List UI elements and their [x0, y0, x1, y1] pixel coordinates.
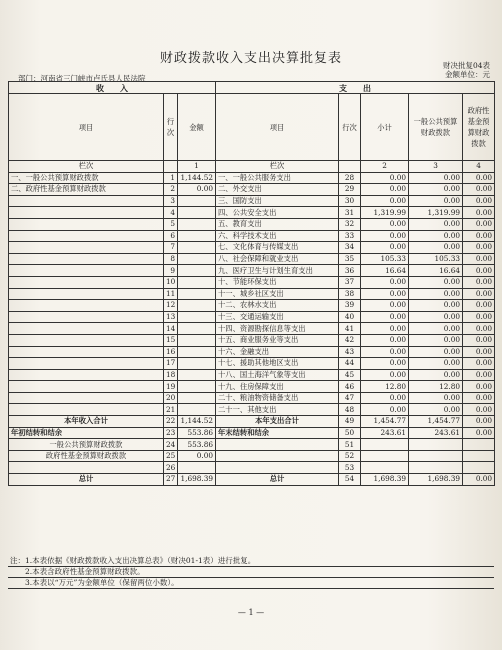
- fund-budget-cell: 0.00: [463, 242, 495, 254]
- table-row: [9, 334, 495, 346]
- expense-item-cell: 二十一、其他支出: [216, 404, 339, 416]
- total-row: [9, 427, 495, 439]
- income-row-no-cell: 3: [164, 195, 178, 207]
- general-budget-cell: 0.00: [409, 300, 463, 312]
- column-index-2: 2: [361, 161, 409, 173]
- general-budget-cell: 0.00: [409, 242, 463, 254]
- income-item-cell: [9, 218, 164, 230]
- income-row-no-cell: 19: [164, 381, 178, 393]
- expense-item-cell: [216, 450, 339, 462]
- expense-item-cell: 十八、国土海洋气象等支出: [216, 369, 339, 381]
- subtotal-cell: 0.00: [361, 334, 409, 346]
- expense-item-cell: 十六、金融支出: [216, 346, 339, 358]
- expense-row-no-cell: 41: [339, 323, 361, 335]
- income-item-cell: [9, 265, 164, 277]
- subtotal-cell: 0.00: [361, 276, 409, 288]
- expense-row-no-cell: 35: [339, 253, 361, 265]
- expense-row-no-cell: 36: [339, 265, 361, 277]
- income-amount-cell: [178, 323, 216, 335]
- subtotal-cell: 0.00: [361, 323, 409, 335]
- income-row-no-cell: 8: [164, 253, 178, 265]
- general-budget-cell: 0.00: [409, 404, 463, 416]
- income-row-no-cell: 15: [164, 334, 178, 346]
- general-budget-cell: 16.64: [409, 265, 463, 277]
- expense-item-cell: 十三、交通运输支出: [216, 311, 339, 323]
- table-row: [9, 288, 495, 300]
- expense-row-no-cell: 50: [339, 427, 361, 439]
- general-budget-cell: 0.00: [409, 218, 463, 230]
- general-budget-cell: 0.00: [409, 288, 463, 300]
- table-row: [9, 311, 495, 323]
- table-row: [9, 276, 495, 288]
- table-row: [9, 195, 495, 207]
- income-header: 收 入: [9, 82, 216, 94]
- fund-budget-cell: 0.00: [463, 427, 495, 439]
- expense-item-cell: 十四、资源勘探信息等支出: [216, 323, 339, 335]
- expense-row-no-cell: 28: [339, 172, 361, 184]
- subtotal-cell: 0.00: [361, 358, 409, 370]
- fund-budget-cell: 0.00: [463, 358, 495, 370]
- income-item-cell: [9, 346, 164, 358]
- income-item-header: 项目: [9, 94, 164, 161]
- budget-table: [8, 81, 495, 486]
- note-line: 注：1.本表依据《财政拨款收入支出决算总表》（财决01-1表）进行批复。: [8, 556, 494, 567]
- subtotal-cell: 0.00: [361, 218, 409, 230]
- subtotal-cell: 1,454.77: [361, 416, 409, 428]
- income-row-no-cell: 10: [164, 276, 178, 288]
- income-amount-cell: [178, 404, 216, 416]
- fund-budget-cell: 0.00: [463, 265, 495, 277]
- fund-budget-cell: 0.00: [463, 288, 495, 300]
- income-amount-cell: 553.86: [178, 439, 216, 451]
- table-row: [9, 172, 495, 184]
- table-row: [9, 323, 495, 335]
- income-row-no-cell: 20: [164, 392, 178, 404]
- income-row-no-cell: 24: [164, 439, 178, 451]
- income-item-cell: 政府性基金预算财政拨款: [9, 450, 164, 462]
- total-row: [9, 416, 495, 428]
- income-amount-cell: [178, 346, 216, 358]
- income-amount-cell: [178, 265, 216, 277]
- fund-budget-cell: 0.00: [463, 381, 495, 393]
- general-budget-cell: 0.00: [409, 276, 463, 288]
- general-budget-cell: [409, 450, 463, 462]
- fund-budget-cell: 0.00: [463, 346, 495, 358]
- table-row: [9, 392, 495, 404]
- fund-budget-cell: 0.00: [463, 369, 495, 381]
- expense-item-cell: 十、节能环保支出: [216, 276, 339, 288]
- income-amount-cell: [178, 253, 216, 265]
- income-row-no-cell: 27: [164, 474, 178, 486]
- income-amount-cell: 0.00: [178, 184, 216, 196]
- income-row-no-cell: 23: [164, 427, 178, 439]
- fund-budget-cell: 0.00: [463, 392, 495, 404]
- fund-budget-cell: 0.00: [463, 323, 495, 335]
- expense-row-no-cell: 40: [339, 311, 361, 323]
- general-budget-cell: 0.00: [409, 346, 463, 358]
- notes-section: [8, 556, 494, 589]
- fund-budget-cell: 0.00: [463, 334, 495, 346]
- income-row-no-cell: 2: [164, 184, 178, 196]
- income-row-no-cell: 21: [164, 404, 178, 416]
- subtotal-cell: 0.00: [361, 300, 409, 312]
- income-row-no-cell: 6: [164, 230, 178, 242]
- income-item-cell: 一般公共预算财政拨款: [9, 439, 164, 451]
- income-amount-cell: [178, 288, 216, 300]
- expense-item-cell: 七、文化体育与传媒支出: [216, 242, 339, 254]
- expense-item-cell: 总计: [216, 474, 339, 486]
- subtotal-cell: 105.33: [361, 253, 409, 265]
- expense-row-no-cell: 47: [339, 392, 361, 404]
- subtotal-cell: 0.00: [361, 346, 409, 358]
- income-row-no-cell: 4: [164, 207, 178, 219]
- expense-item-cell: 十一、城乡社区支出: [216, 288, 339, 300]
- general-budget-cell: 0.00: [409, 323, 463, 335]
- expense-row-no-cell: 32: [339, 218, 361, 230]
- income-row-no-cell: 12: [164, 300, 178, 312]
- expense-row-no-cell: 43: [339, 346, 361, 358]
- subtotal-cell: 0.00: [361, 392, 409, 404]
- table-row: [9, 404, 495, 416]
- income-item-cell: [9, 392, 164, 404]
- subtotal-cell: [361, 439, 409, 451]
- general-budget-cell: 1,454.77: [409, 416, 463, 428]
- expense-item-cell: 六、科学技术支出: [216, 230, 339, 242]
- income-amount-cell: [178, 311, 216, 323]
- expense-row-no-cell: 39: [339, 300, 361, 312]
- income-item-cell: [9, 323, 164, 335]
- expense-row-no-cell: 54: [339, 474, 361, 486]
- table-row: [9, 184, 495, 196]
- expense-header: 支 出: [216, 82, 495, 94]
- general-budget-cell: 1,319.99: [409, 207, 463, 219]
- income-item-cell: [9, 369, 164, 381]
- income-amount-cell: [178, 381, 216, 393]
- expense-row-no-cell: 34: [339, 242, 361, 254]
- general-budget-header: 一般公共预算财政拨款: [409, 94, 463, 161]
- income-item-cell: [9, 253, 164, 265]
- expense-row-no-cell: 51: [339, 439, 361, 451]
- income-row-no-cell: 18: [164, 369, 178, 381]
- expense-row-no-cell: 52: [339, 450, 361, 462]
- expense-row-no-cell: 44: [339, 358, 361, 370]
- total-row: [9, 450, 495, 462]
- income-item-cell: [9, 311, 164, 323]
- expense-item-header: 项目: [216, 94, 339, 161]
- expense-row-no-cell: 45: [339, 369, 361, 381]
- column-index-label-2: 栏次: [216, 161, 339, 173]
- column-index-1: 1: [178, 161, 216, 173]
- fund-budget-cell: 0.00: [463, 404, 495, 416]
- income-amount-cell: [178, 195, 216, 207]
- income-item-cell: [9, 358, 164, 370]
- note-line: 2.本表含政府性基金预算财政拨款。: [8, 567, 494, 578]
- income-amount-cell: [178, 276, 216, 288]
- income-item-cell: [9, 288, 164, 300]
- expense-row-no-cell: 49: [339, 416, 361, 428]
- general-budget-cell: [409, 439, 463, 451]
- general-budget-cell: 243.61: [409, 427, 463, 439]
- income-item-cell: 年初结转和结余: [9, 427, 164, 439]
- fund-budget-header: 政府性基金预算财政拨款: [463, 94, 495, 161]
- expense-row-no-cell: 53: [339, 462, 361, 474]
- fund-budget-cell: 0.00: [463, 276, 495, 288]
- general-budget-cell: 0.00: [409, 392, 463, 404]
- fund-budget-cell: 0.00: [463, 230, 495, 242]
- income-amount-cell: [178, 392, 216, 404]
- expense-row-no-cell: 48: [339, 404, 361, 416]
- income-amount-cell: [178, 242, 216, 254]
- document-title: 财政拨款收入支出决算批复表: [159, 51, 342, 66]
- subtotal-cell: 0.00: [361, 369, 409, 381]
- expense-row-no-cell: 30: [339, 195, 361, 207]
- income-item-cell: [9, 462, 164, 474]
- expense-row-no-cell: 38: [339, 288, 361, 300]
- expense-row-no-cell: 42: [339, 334, 361, 346]
- fund-budget-cell: 0.00: [463, 300, 495, 312]
- income-row-no-cell: 9: [164, 265, 178, 277]
- expense-item-cell: [216, 462, 339, 474]
- fund-budget-cell: 0.00: [463, 218, 495, 230]
- income-amount-cell: [178, 300, 216, 312]
- expense-row-no-cell: 37: [339, 276, 361, 288]
- expense-row-no-cell: 46: [339, 381, 361, 393]
- expense-item-cell: 十二、农林水支出: [216, 300, 339, 312]
- general-budget-cell: 0.00: [409, 369, 463, 381]
- form-number: 财决批复04表: [442, 61, 490, 70]
- general-budget-cell: 0.00: [409, 334, 463, 346]
- total-row: [9, 439, 495, 451]
- column-index-label: 栏次: [9, 161, 164, 173]
- income-item-cell: [9, 404, 164, 416]
- expense-item-cell: 四、公共安全支出: [216, 207, 339, 219]
- department-label: 部门：河南省三门峡市卢氏县人民法院: [18, 74, 146, 83]
- income-row-no-cell: 14: [164, 323, 178, 335]
- income-row-no-cell: 22: [164, 416, 178, 428]
- income-amount-cell: [178, 230, 216, 242]
- subtotal-cell: 12.80: [361, 381, 409, 393]
- expense-row-no-cell: 29: [339, 184, 361, 196]
- subtotal-cell: 1,698.39: [361, 474, 409, 486]
- expense-item-cell: 八、社会保障和就业支出: [216, 253, 339, 265]
- income-item-cell: 二、政府性基金预算财政拨款: [9, 184, 164, 196]
- expense-row-no-cell: 31: [339, 207, 361, 219]
- fund-budget-cell: 0.00: [463, 253, 495, 265]
- subtotal-cell: 0.00: [361, 195, 409, 207]
- expense-item-cell: 一、一般公共服务支出: [216, 172, 339, 184]
- page-number: — 1 —: [237, 608, 265, 617]
- general-budget-cell: 1,698.39: [409, 474, 463, 486]
- income-item-cell: [9, 195, 164, 207]
- income-item-cell: [9, 381, 164, 393]
- income-row-no-header: 行次: [164, 94, 178, 161]
- table-row: [9, 358, 495, 370]
- subtotal-cell: 0.00: [361, 288, 409, 300]
- table-row: [9, 242, 495, 254]
- column-index-3: 3: [409, 161, 463, 173]
- fund-budget-cell: [463, 450, 495, 462]
- income-amount-cell: 0.00: [178, 450, 216, 462]
- income-row-no-cell: 16: [164, 346, 178, 358]
- income-amount-cell: [178, 369, 216, 381]
- expense-item-cell: 九、医疗卫生与计划生育支出: [216, 265, 339, 277]
- fund-budget-cell: 0.00: [463, 207, 495, 219]
- income-item-cell: [9, 334, 164, 346]
- expense-row-no-header: 行次: [339, 94, 361, 161]
- income-amount-cell: [178, 334, 216, 346]
- subtotal-header: 小计: [361, 94, 409, 161]
- income-item-cell: 本年收入合计: [9, 416, 164, 428]
- fund-budget-cell: 0.00: [463, 184, 495, 196]
- income-item-cell: [9, 276, 164, 288]
- income-row-no-cell: 25: [164, 450, 178, 462]
- table-row: [9, 265, 495, 277]
- expense-row-no-cell: 33: [339, 230, 361, 242]
- fund-budget-cell: 0.00: [463, 311, 495, 323]
- income-item-cell: [9, 230, 164, 242]
- subtotal-cell: 0.00: [361, 184, 409, 196]
- general-budget-cell: 0.00: [409, 230, 463, 242]
- table-row: [9, 369, 495, 381]
- income-amount-cell: [178, 358, 216, 370]
- general-budget-cell: 0.00: [409, 172, 463, 184]
- income-item-cell: 总计: [9, 474, 164, 486]
- income-item-cell: [9, 207, 164, 219]
- subtotal-cell: 1,319.99: [361, 207, 409, 219]
- fund-budget-cell: 0.00: [463, 172, 495, 184]
- general-budget-cell: 0.00: [409, 195, 463, 207]
- fund-budget-cell: 0.00: [463, 416, 495, 428]
- expense-item-cell: 本年支出合计: [216, 416, 339, 428]
- total-row: [9, 462, 495, 474]
- expense-item-cell: 二十、粮油物资储备支出: [216, 392, 339, 404]
- expense-item-cell: 五、教育支出: [216, 218, 339, 230]
- income-amount-cell: 1,698.39: [178, 474, 216, 486]
- income-row-no-cell: 26: [164, 462, 178, 474]
- general-budget-cell: 12.80: [409, 381, 463, 393]
- fund-budget-cell: [463, 462, 495, 474]
- subtotal-cell: 0.00: [361, 230, 409, 242]
- general-budget-cell: 0.00: [409, 311, 463, 323]
- income-amount-cell: 1,144.52: [178, 172, 216, 184]
- income-row-no-cell: 1: [164, 172, 178, 184]
- expense-item-cell: 三、国防支出: [216, 195, 339, 207]
- column-index-4: 4: [463, 161, 495, 173]
- income-item-cell: [9, 242, 164, 254]
- income-row-no-cell: 7: [164, 242, 178, 254]
- general-budget-cell: 0.00: [409, 358, 463, 370]
- table-row: [9, 381, 495, 393]
- amount-unit: 金额单位：元: [445, 70, 490, 79]
- subtotal-cell: 0.00: [361, 242, 409, 254]
- subtotal-cell: 16.64: [361, 265, 409, 277]
- table-row: [9, 230, 495, 242]
- fund-budget-cell: [463, 439, 495, 451]
- income-row-no-cell: 11: [164, 288, 178, 300]
- income-row-no-cell: 17: [164, 358, 178, 370]
- subtotal-cell: 243.61: [361, 427, 409, 439]
- fund-budget-cell: 0.00: [463, 474, 495, 486]
- total-row: [9, 474, 495, 486]
- subtotal-cell: [361, 450, 409, 462]
- table-row: [9, 346, 495, 358]
- subtotal-cell: 0.00: [361, 172, 409, 184]
- general-budget-cell: 105.33: [409, 253, 463, 265]
- income-amount-cell: [178, 207, 216, 219]
- expense-item-cell: 十五、商业服务业等支出: [216, 334, 339, 346]
- income-amount-cell: [178, 462, 216, 474]
- table-row: [9, 218, 495, 230]
- subtotal-cell: [361, 462, 409, 474]
- income-item-cell: [9, 300, 164, 312]
- expense-item-cell: 十九、住房保障支出: [216, 381, 339, 393]
- income-amount-cell: [178, 218, 216, 230]
- income-row-no-cell: 5: [164, 218, 178, 230]
- table-row: [9, 300, 495, 312]
- subtotal-cell: 0.00: [361, 404, 409, 416]
- expense-item-cell: 十七、援助其他地区支出: [216, 358, 339, 370]
- general-budget-cell: [409, 462, 463, 474]
- table-row: [9, 207, 495, 219]
- income-amount-cell: 553.86: [178, 427, 216, 439]
- expense-item-cell: [216, 439, 339, 451]
- income-item-cell: 一、一般公共预算财政拨款: [9, 172, 164, 184]
- income-amount-header: 金额: [178, 94, 216, 161]
- expense-item-cell: 二、外交支出: [216, 184, 339, 196]
- expense-item-cell: 年末结转和结余: [216, 427, 339, 439]
- table-row: [9, 253, 495, 265]
- income-amount-cell: 1,144.52: [178, 416, 216, 428]
- income-row-no-cell: 13: [164, 311, 178, 323]
- general-budget-cell: 0.00: [409, 184, 463, 196]
- note-line: 3.本表以“万元”为金额单位（保留两位小数）。: [8, 578, 494, 589]
- fund-budget-cell: 0.00: [463, 195, 495, 207]
- subtotal-cell: 0.00: [361, 311, 409, 323]
